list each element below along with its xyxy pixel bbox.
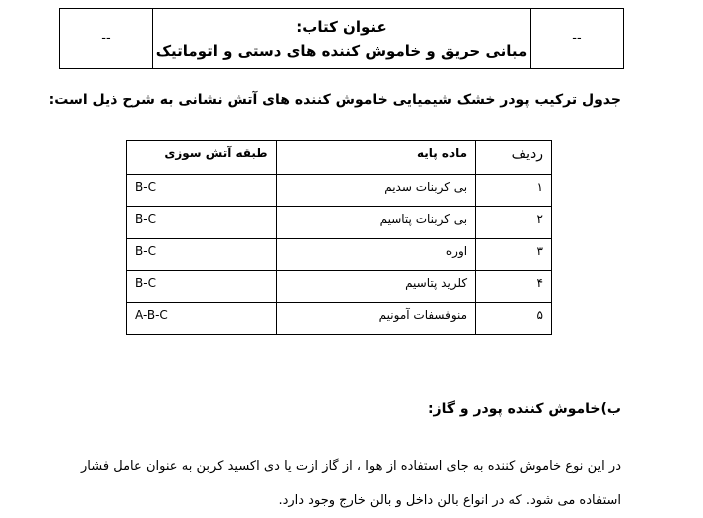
row-number: ۳ <box>476 239 552 271</box>
book-title-header <box>59 8 624 69</box>
base-material: اوره <box>276 239 475 271</box>
row-number: ۲ <box>476 207 552 239</box>
table-row <box>127 175 552 207</box>
base-material: کلرید پتاسیم <box>276 271 475 303</box>
fire-class: B-C <box>127 239 277 271</box>
header-row-number: ردیف <box>476 141 552 175</box>
fire-class: B-C <box>127 175 277 207</box>
book-title-name: مبانی حریق و خاموش کننده های دستی و اتوماتیک <box>155 41 528 60</box>
table-row <box>127 303 552 335</box>
table-row <box>127 207 552 239</box>
header-base-material: ماده پایه <box>276 141 475 175</box>
fire-class: B-C <box>127 207 277 239</box>
row-number: ۵ <box>476 303 552 335</box>
header-left-cell: -- <box>60 9 153 68</box>
table-intro-text: جدول ترکیب پودر خشک شیمیایی خاموش کننده های آتش نشانی به شرح ذیل است: <box>48 92 621 108</box>
table-row <box>127 271 552 303</box>
header-fire-class: طبقه آتش سوزی <box>127 141 277 175</box>
fire-class: B-C <box>127 271 277 303</box>
fire-class: A-B-C <box>127 303 277 335</box>
book-title-label: عنوان کتاب: <box>296 17 387 36</box>
section-b-heading: ب)خاموش کننده پودر و گاز: <box>427 401 621 417</box>
base-material: منوفسفات آمونیم <box>276 303 475 335</box>
base-material: بی کربنات پتاسیم <box>276 207 475 239</box>
row-number: ۱ <box>476 175 552 207</box>
dry-powder-composition-table <box>126 140 552 335</box>
table-row <box>127 239 552 271</box>
row-number: ۴ <box>476 271 552 303</box>
header-title-cell <box>153 9 530 68</box>
base-material: بی کربنات سدیم <box>276 175 475 207</box>
header-right-cell: -- <box>530 9 623 68</box>
table-header-row <box>127 141 552 175</box>
section-b-paragraph: در این نوع خاموش کننده به جای استفاده از هوا ، از گاز ازت یا دی اکسید کربن به عنوان عامل فشار استفاده می شود. که در انواع بالن داخل و بالن خارج وجود دارد. <box>81 459 621 508</box>
